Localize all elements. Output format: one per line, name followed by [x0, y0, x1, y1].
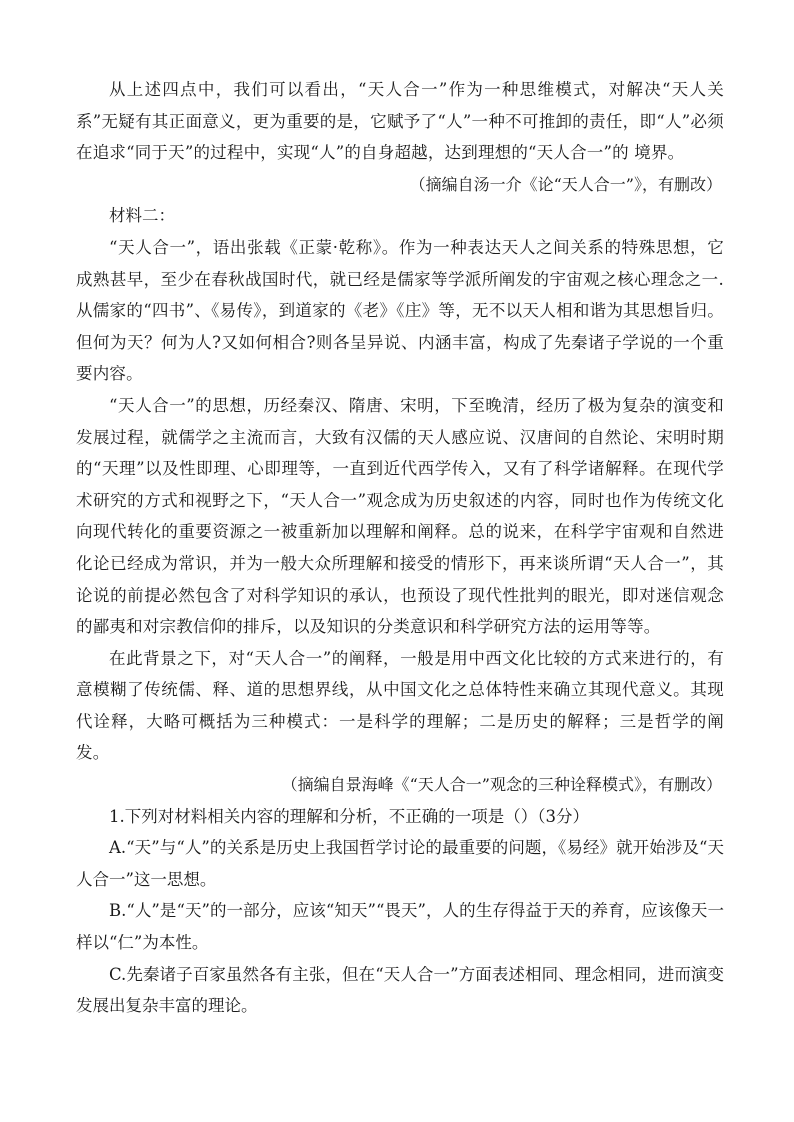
document-page — [76, 74, 724, 1022]
question-1-option-b: B.“人”是“天”的一部分，应该“知天”“畏天”，人的生存得益于天的养育，应该像天一样以“仁”为本性。 — [76, 901, 724, 953]
material-2-heading: 材料二： — [109, 206, 175, 226]
material-2-paragraph-1: “天人合一”，语出张载《正蒙·乾称》。作为一种表达天人之间关系的特殊思想，它成熟甚早，至少在春秋战国时代，就已经是儒家等学派所阐发的宇宙观之核心理念之一.从儒家的“四书”、《易传》，到道家的《老》《庄》等，无不以天人相和谐为其思想旨归。但何为天？何为人?又如何相合?则各呈异说、内涵丰富，构成了先秦诸子学说的一个重要内容。 — [76, 237, 724, 384]
source-citation-2: （摘编自景海峰《“天人合一”观念的三种诠释模式》，有删改） — [281, 775, 722, 795]
intro-paragraph: 从上述四点中，我们可以看出，“天人合一”作为一种思维模式，对解决“天人关系”无疑有其正面意义，更为重要的是，它赋予了“人”一种不可推卸的责任，即“人”必须在追求“同于天”的过程中，实现“人”的自身超越，达到理想的“天人合一”的 境界。 — [76, 80, 724, 163]
question-1-option-a: A.“天”与“人”的关系是历史上我国哲学讨论的最重要的问题，《易经》就开始涉及“天人合一”这一思想。 — [76, 838, 724, 889]
question-1-option-c: C.先秦诸子百家虽然各有主张，但在“天人合一”方面表述相同、理念相同，进而演变发展出复杂丰富的理论。 — [76, 964, 724, 1016]
material-2-paragraph-3: 在此背景之下，对“天人合一”的阐释，一般是用中西文化比较的方式来进行的，有意模糊了传统儒、释、道的思想界线，从中国文化之总体特性来确立其现代意义。其现代诠释，大略可概括为三种模式：一是科学的理解；二是历史的解释；三是哲学的阐发。 — [76, 648, 724, 763]
source-citation-1: （摘编自汤一介《论“天人合一”》，有删改） — [409, 174, 722, 194]
question-1-stem: 1.下列对材料相关内容的理解和分析，不正确的一项是（）（3分） — [109, 806, 589, 826]
material-2-paragraph-2: “天人合一”的思想，历经秦汉、隋唐、宋明，下至晚清，经历了极为复杂的演变和发展过程，就儒学之主流而言，大致有汉儒的天人感应说、汉唐间的自然论、宋明时期的“天理”以及性即理、心即理等，一直到近代西学传入，又有了科学诸解释。在现代学术研究的方式和视野之下，“天人合一”观念成为历史叙述的内容，同时也作为传统文化向现代转化的重要资源之一被重新加以理解和阐释。总的说来，在科学宇宙观和自然进化论已经成为常识，并为一般大众所理解和接受的情形下，再来谈所谓“天人合一”，其论说的前提必然包含了对科学知识的承认，也预设了现代性批判的眼光，即对迷信观念的鄙夷和对宗教信仰的排斥，以及知识的分类意识和科学研究方法的运用等等。 — [76, 395, 724, 637]
